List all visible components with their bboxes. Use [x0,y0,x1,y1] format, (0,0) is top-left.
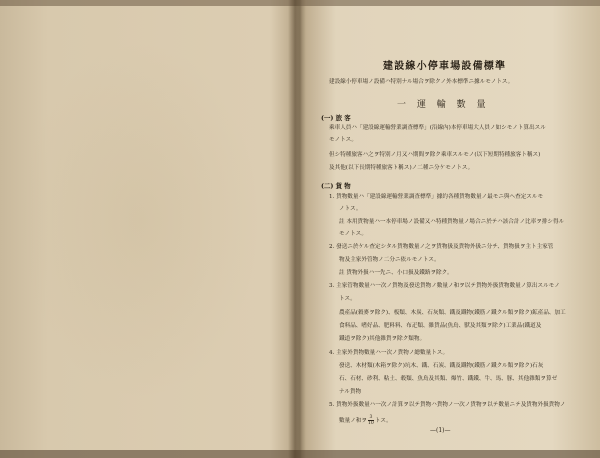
section2-line: 石、石材、砂利、粘土、穀類、魚鳥及其類、爆竹、鐵鐵、牛、馬、豚、其他雜類ヲ算ゼ [339,376,558,382]
section2-line: 3. 主家管物數量ハ一次ノ貨物及發送貨物ノ數量ノ和ヲ以テ貨物外扱貨物數量ノ算出スルモノ [329,283,560,289]
section2-line: トス。 [339,296,356,302]
section2-line: 5. 貨物外扱數量ハ一次ノ計算ヲ以テ貨物ハ貨物ノ一次ノ貨物ヲ以テ數量ニテ及貨物外扱貨物ノ [329,402,566,408]
section2-line: 4. 主家外貨物數量ハ一次ノ貨物ノ總數量トス。 [329,350,449,356]
section1-line: 乘車人員ハ「建設線運輸營業調査標準」(沿線內)本停車場大人員ノ如シモノト算出スル [329,125,546,131]
section2-heading: (二) 貨 物 [321,182,351,190]
section2-line: 鐵道ヲ除ク)其他雜貨ヲ除ク類物。 [339,336,426,342]
section2-line: 發送、木材類(木箱ヲ除ク)坑木、鐵、石炭、鐵及鐵物(鐵筋ノ鐵クル類ヲ除ク)石灰 [339,363,544,369]
document-title: 建設線小停車場設備標準 [383,61,507,72]
section1-heading: (一) 旅 客 [321,114,351,122]
page-number: —(1)— [430,427,451,434]
section2-line: 物及主家外管物ノ二分ニ依ルモノトス。 [339,257,440,263]
fraction-denominator: 10 [367,421,374,426]
section2-line: ナル貨物 [339,389,362,395]
section2-line: 食料品、嗜好品、肥料料、布疋類、雜貨品(魚鳥、獸及其類ヲ除ク)工業品(鐵道及 [339,323,542,329]
right-page [305,0,595,458]
section1-line: モノトス。 [329,137,358,143]
section2-line: 1. 貨物數量ハ「建設線運輸營業調査標準」據約各種貨物數量ノ最モニ與ヘ查定スルモ [329,194,544,200]
fraction-numerator: 3 [369,415,373,420]
intro-text: 建設線小停車場ノ設備ハ特別ナル場合ヲ除クノ外本標準ニ據ルモノトス。 [329,79,514,85]
section2-line: 數量ノ和ヲ [339,418,367,424]
left-page-blank [20,40,260,400]
section1-line: 但シ特種旅客ハ之ヲ特別ノ月又ハ期間ヲ除ク乘車スルモノ(以下短期特種旅客ト稱ス) [329,152,541,158]
section2-last-line [339,415,392,426]
section2-line: 註 貨物外扱ハ一先ニ、小口扱及鐵路ヲ除ク。 [339,270,453,276]
book-gutter [288,0,302,458]
section2-line: 2. 發送ニ於ケル查定シタル貨物數量ノ之ヲ貨物扱及貨物外扱ニ分チ、貨物扱ヲ主ト主家管 [329,244,554,250]
section2-line: 註 本用貨物量ハ一本停車場ノ設備又ハ特種貨物量ノ場合ニ於テハ該合計ノ比率ヲ排シ得ル [339,219,565,225]
fraction-suffix: トス。 [374,418,392,424]
section1-line: 及其他(以下長期特種旅客ト稱ス)ノ二種ニ分ケモノトス。 [329,165,474,171]
fraction [368,415,374,426]
section2-line: 農產品(穀麥ヲ除ク)、板類、木炭、石灰類、鐵及鐵物(鐵筋ノ鐵クル類ヲ除ク)鉱產品、加工 [339,310,566,316]
chapter-heading: 一 運 輸 數 量 [397,100,490,110]
section2-line: モノトス。 [339,231,368,237]
section2-line: ノトス。 [339,206,362,212]
